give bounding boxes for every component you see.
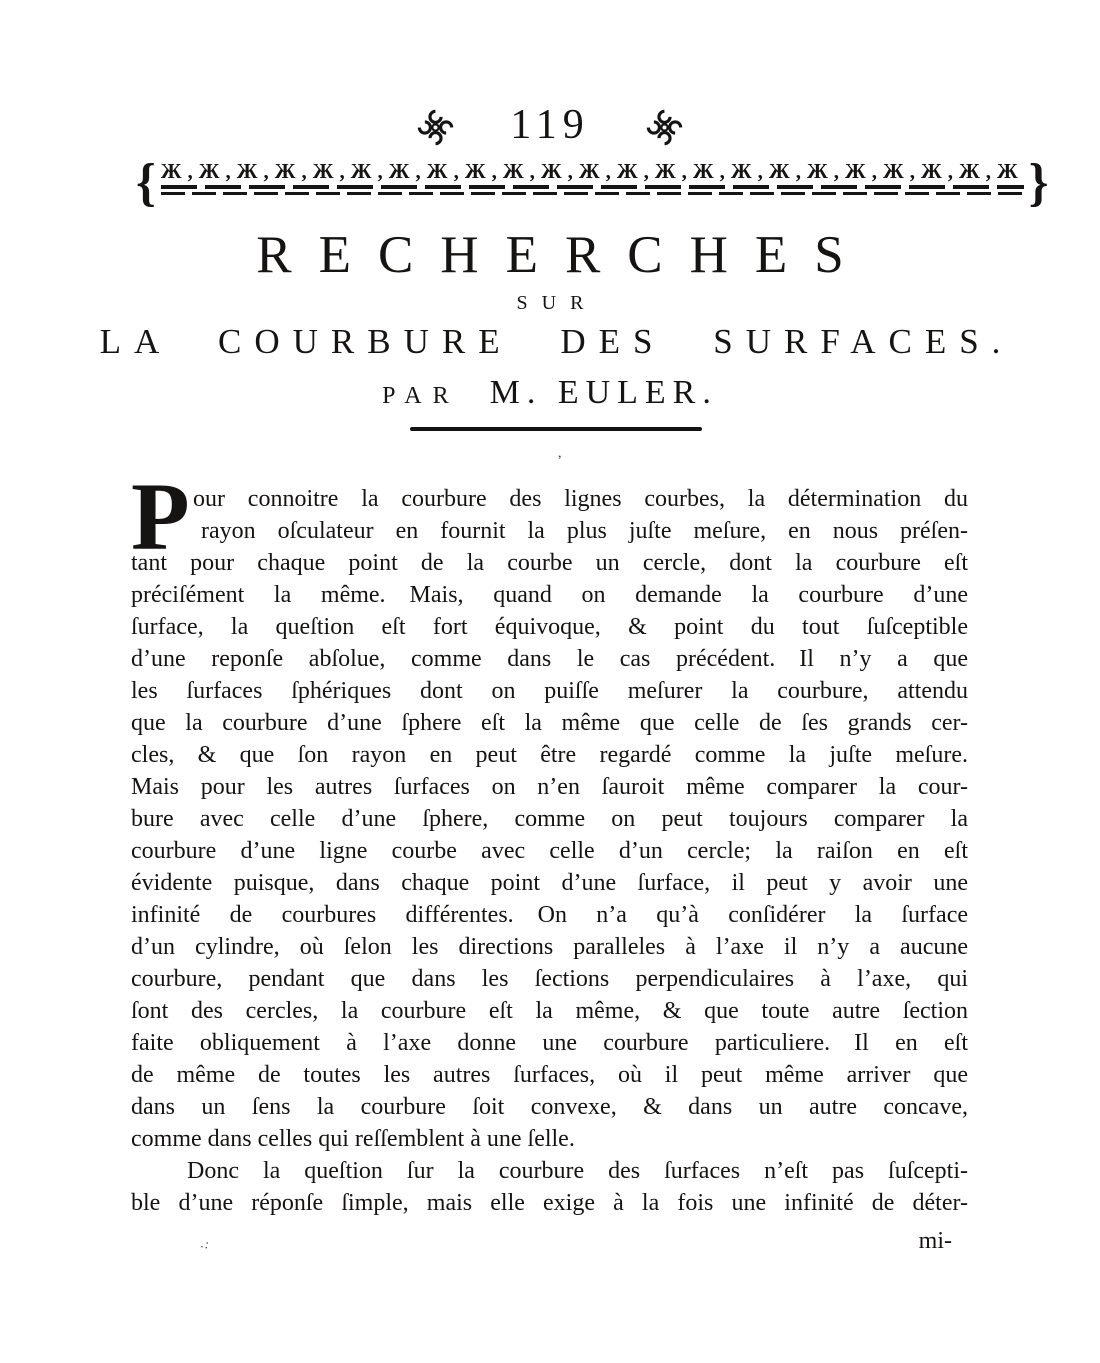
band-left-brace: { bbox=[136, 152, 156, 212]
body-lines bbox=[131, 483, 968, 1219]
body-line: infinité de courbures différentes. On n’a qu’à conſidérer la ſurface bbox=[131, 902, 968, 928]
body-line: les ſurfaces ſphériques dont on puiſſe meſurer la courbure, attendu bbox=[131, 678, 968, 704]
body-line: Donc la queſtion ſur la courbure des ſurfaces n’eſt pas ſuſcepti- bbox=[187, 1158, 968, 1184]
band-rule-lower bbox=[161, 192, 1024, 195]
body-line: faite obliquement à l’axe donne une courbure particuliere. Il en eſt bbox=[131, 1030, 968, 1056]
fleuron-right-icon bbox=[646, 109, 683, 146]
body-line: rayon oſculateur en fournit la plus juſte meſure, en nous préſen- bbox=[201, 518, 968, 544]
running-head bbox=[0, 102, 1100, 148]
body-line: ſont des cercles, la courbure eſt la même, & que toute autre ſection bbox=[131, 998, 968, 1024]
paper-title: RECHERCHES bbox=[256, 226, 871, 284]
drop-cap: P bbox=[131, 463, 190, 570]
title-divider-rule bbox=[410, 427, 702, 431]
ornament-band bbox=[136, 152, 1049, 212]
body-line: évidente puisque, dans chaque point d’une ſurface, il peut y avoir une bbox=[131, 870, 968, 896]
body-line: d’une reponſe abſolue, comme dans le cas précédent. Il n’y a que bbox=[131, 646, 968, 672]
body-line: dans un ſens la courbure ſoit convexe, & dans un autre concave, bbox=[131, 1094, 968, 1120]
body-line: de même de toutes les autres ſurfaces, où il peut même arriver que bbox=[131, 1062, 968, 1088]
title-sur: SUR bbox=[516, 292, 598, 314]
body-line: comme dans celles qui reſſemblent à une ſelle. bbox=[131, 1126, 575, 1152]
catchword: mi- bbox=[918, 1228, 952, 1254]
page-number: 119 bbox=[510, 102, 590, 148]
band-motif-row: Ж,Ж,Ж,Ж,Ж,Ж,Ж,Ж,Ж,Ж,Ж,Ж,Ж,Ж,Ж,Ж,Ж,Ж,Ж,Ж,Ж,Ж,Ж bbox=[160, 160, 1024, 183]
band-right-brace: } bbox=[1028, 152, 1049, 212]
body-line: courbure d’une ligne courbe avec celle d’un cercle; la raiſon en eſt bbox=[131, 838, 968, 864]
body-line: courbure, pendant que dans les ſections perpendiculaires à l’axe, qui bbox=[131, 966, 968, 992]
band-middle bbox=[156, 160, 1029, 195]
body-line: our connoitre la courbure des lignes courbes, la détermination du bbox=[193, 486, 968, 512]
body-line: cles, & que ſon rayon en peut être regardé comme la juſte meſure. bbox=[131, 742, 968, 768]
body-line: que la courbure d’une ſphere eſt la même que celle de ſes grands cer- bbox=[131, 710, 968, 736]
ink-mark: , bbox=[558, 446, 562, 461]
ink-speck: .: bbox=[199, 1235, 212, 1252]
body-line: Mais pour les autres ſurfaces on n’en ſauroit même comparer la cour- bbox=[131, 774, 968, 800]
author-line bbox=[0, 374, 1100, 412]
body-line: tant pour chaque point de la courbe un cercle, dont la courbure eſt bbox=[131, 550, 968, 576]
body-line: d’un cylindre, où ſelon les directions paralleles à l’axe il n’y a aucune bbox=[131, 934, 968, 960]
title-subject: LA COURBURE DES SURFACES. bbox=[99, 322, 1014, 361]
body-line: bure avec celle d’une ſphere, comme on peut toujours comparer la bbox=[131, 806, 968, 832]
body-text bbox=[131, 463, 968, 1257]
author-name: M. EULER. bbox=[489, 374, 718, 411]
body-line: ſurface, la queſtion eſt fort équivoque, & point du tout ſuſceptible bbox=[131, 614, 968, 640]
body-line: ble d’une réponſe ſimple, mais elle exige à la fois une infinité de déter- bbox=[131, 1190, 968, 1216]
byline-prefix: PAR bbox=[382, 383, 460, 409]
body-line: préciſément la même. Mais, quand on demande la courbure d’une bbox=[131, 582, 968, 608]
band-rule-upper bbox=[161, 185, 1024, 189]
fleuron-left-icon bbox=[417, 109, 454, 146]
